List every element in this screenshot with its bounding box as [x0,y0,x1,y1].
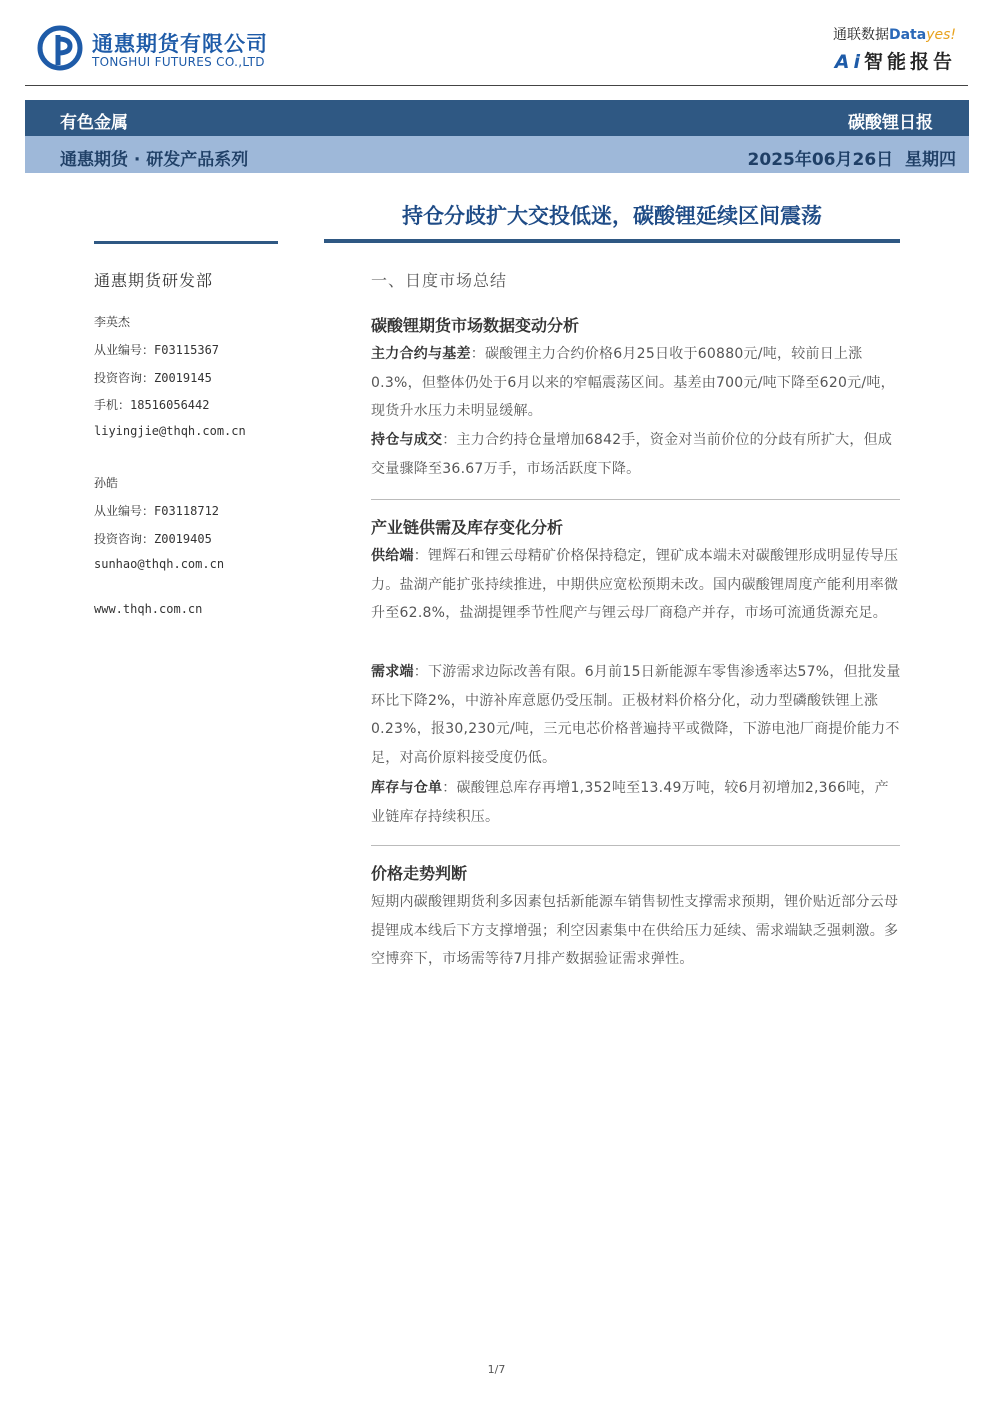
paragraph-label: 持仓与成交 [371,432,443,448]
section-divider [371,499,900,500]
demand-paragraph: 需求端：下游需求边际改善有限。6月前15日新能源车零售渗透率达57%，但批发量环比下降2%，中游补库意愿仍受压制。正极材料价格分化，动力型磷酸铁锂上涨0.23%，报30,230元/吨，三元电芯价格普遍持平或微降，下游电池厂商提价能力不足，对高价原料接受度仍低。 [371,664,901,767]
report-type-label: 碳酸锂日报 [848,113,933,133]
page-title: 持仓分歧扩大交投低迷，碳酸锂延续区间震荡 [402,204,822,228]
company-logo-icon [37,25,83,71]
subsection-supply-title: 产业链供需及库存变化分析 [371,518,564,537]
section-title: 一、日度市场总结 [371,271,508,290]
analyst2-license: 从业编号：F03118712 [94,504,220,518]
paragraph-label: 主力合约与基差 [371,346,471,362]
series-label: 通惠期货 · 研发产品系列 [60,150,249,170]
category-label: 有色金属 [60,113,128,133]
research-dept: 通惠期货研发部 [94,271,214,290]
paragraph-label: 供给端 [371,548,414,564]
futures-paragraph-2: 持仓与成交：主力合约持仓量增加6842手，资金对当前价位的分歧有所扩大，但成交量骤降至36.67万手，市场活跃度下降。 [371,432,893,477]
price-outlook-paragraph: 短期内碳酸锂期货利多因素包括新能源车销售韧性支撑需求预期，锂价贴近部分云母提锂成本线后下方支撑增强；利空因素集中在供给压力延续、需求端缺乏强刺激。多空博弈下，市场需等待7月排产数据验证需求弹性。 [371,894,899,968]
header-divider [25,85,968,86]
analyst2-consult: 投资咨询：Z0019405 [94,532,212,546]
section-divider [371,845,900,846]
inventory-paragraph: 库存与仓单：碳酸锂总库存再增1,352吨至13.49万吨，较6月初增加2,366吨，产业链库存持续积压。 [371,780,889,825]
analyst1-phone: 手机：18516056442 [94,398,210,412]
paragraph-label: 需求端 [371,664,414,680]
analyst1-email[interactable]: liyingjie@thqh.com.cn [94,424,246,438]
supply-paragraph: 供给端：锂辉石和锂云母精矿价格保持稳定，锂矿成本端未对碳酸锂形成明显传导压力。盐湖产能扩张持续推进，中期供应宽松预期未改。国内碳酸锂周度产能利用率微升至62.8%，盐湖提锂季节性爬产与锂云母厂商稳产并存，市场可流通货源充足。 [371,548,899,622]
sidebar-top-rule [94,241,278,244]
company-name-cn: 通惠期货有限公司 [92,32,268,56]
company-name-en: TONGHUI FUTURES CO.,LTD [92,55,265,69]
brand-ai-report: Ai智能报告 [834,51,956,73]
title-underline [324,239,900,243]
analyst1-license: 从业编号：F03115367 [94,343,220,357]
analyst2-name: 孙皓 [94,476,119,490]
analyst2-email[interactable]: sunhao@thqh.com.cn [94,557,225,571]
subsection-price-title: 价格走势判断 [371,864,468,883]
paragraph-label: 库存与仓单 [371,780,443,796]
category-banner [25,100,969,136]
website-link[interactable]: www.thqh.com.cn [94,602,203,616]
analyst1-consult: 投资咨询：Z0019145 [94,371,212,385]
futures-paragraph-1: 主力合约与基差：碳酸锂主力合约价格6月25日收于60880元/吨，较前日上涨0.3%，但整体仍处于6月以来的窄幅震荡区间。基差由700元/吨下降至620元/吨，现货升水压力未明显缓解。 [371,346,895,420]
analyst1-name: 李英杰 [94,315,131,329]
report-date: 2025年06月26日 星期四 [747,150,956,170]
subsection-futures-title: 碳酸锂期货市场数据变动分析 [371,316,580,335]
brand-datayes: 通联数据Datayes! [832,27,956,43]
page-number: 1/7 [487,1363,506,1376]
